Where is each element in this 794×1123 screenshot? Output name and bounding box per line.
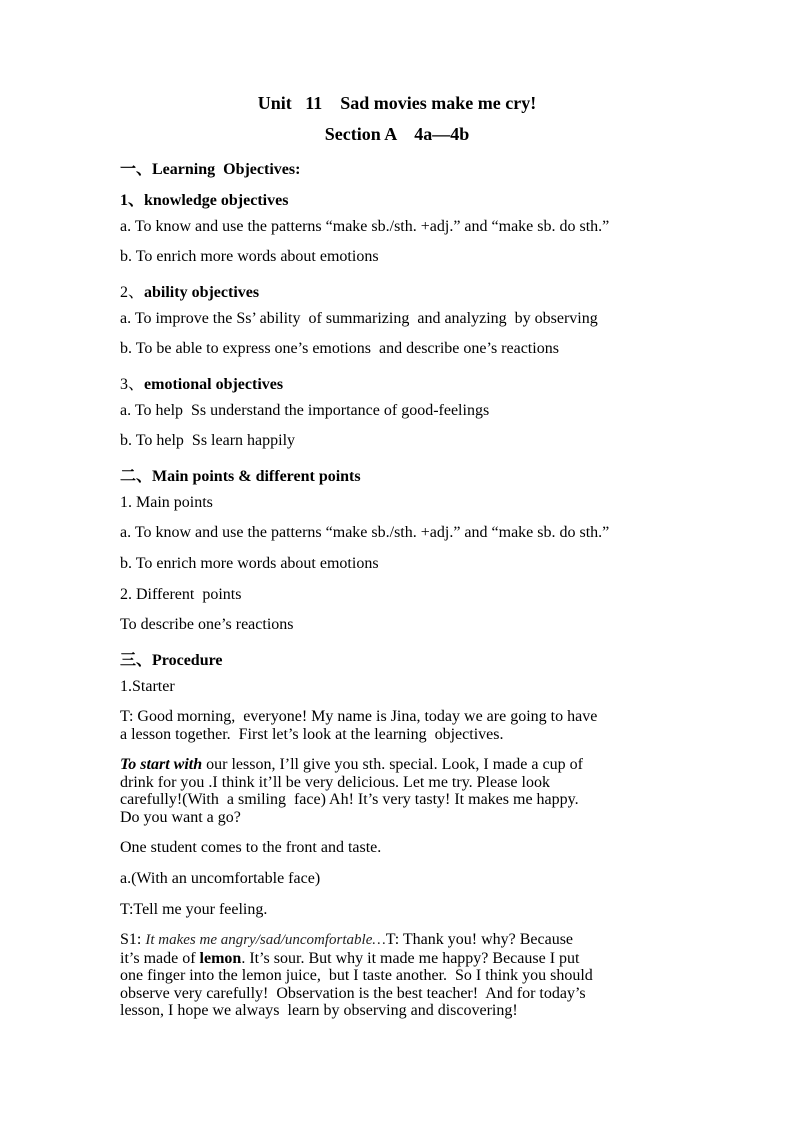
ability-label: ability objectives: [144, 284, 260, 301]
ability-objective-b: b. To be able to express one’s emotions and describe one’s reactions: [120, 340, 559, 357]
emotional-objective-b: b. To help Ss learn happily: [120, 432, 296, 449]
paragraph-line: T: Good morning, everyone! My name is Jina, today we are going to have: [120, 708, 598, 725]
starter-heading: 1.Starter: [120, 678, 175, 695]
uncomfortable-face-text: a.(With an uncomfortable face): [120, 870, 321, 887]
emotional-label: emotional objectives: [144, 376, 284, 393]
paragraph-line: drink for you .I think it’ll be very delicious. Let me try. Please look: [120, 773, 550, 791]
start-paragraph: [120, 756, 690, 826]
main-point-a: a. To know and use the patterns “make sb./sth. +adj.” and “make sb. do sth.”: [120, 524, 610, 541]
student-response: It makes me angry/sad/uncomfortable…: [145, 932, 386, 948]
paragraph-line: one finger into the lemon juice, but I taste another. So I think you should: [120, 967, 593, 984]
paragraph-line: a lesson together. First let’s look at the learning objectives.: [120, 725, 504, 743]
ability-objective-a: a. To improve the Ss’ ability of summarizing and analyzing by observing: [120, 310, 598, 327]
paragraph-line: observe very carefully! Observation is the best teacher! And for today’s: [120, 984, 586, 1002]
different-points-subheading: 2. Different points: [120, 586, 242, 603]
main-points-subheading: 1. Main points: [120, 494, 213, 511]
to-start-with-lead: To start with: [120, 756, 203, 773]
unit-title: Unit 11 Sad movies make me cry!: [257, 93, 537, 113]
tell-feeling-text: T:Tell me your feeling.: [120, 901, 268, 918]
learning-objectives-heading: 一、Learning Objectives:: [120, 161, 301, 178]
paragraph-text: . It’s sour. But why it made me happy? Because I put: [241, 949, 580, 967]
different-points-text: To describe one’s reactions: [120, 616, 294, 633]
greeting-paragraph: [120, 708, 690, 743]
dialogue-paragraph: [120, 931, 690, 1020]
paragraph-line: carefully!(With a smiling face) Ah! It’s very tasty! It makes me happy.: [120, 791, 579, 808]
main-point-b: b. To enrich more words about emotions: [120, 555, 379, 572]
speaker-label: S1:: [120, 931, 146, 948]
lemon-keyword: lemon: [199, 949, 242, 967]
knowledge-objectives-heading: 1、knowledge objectives: [120, 192, 289, 209]
paragraph-line: lesson, I hope we always learn by observing and discovering!: [120, 1002, 518, 1019]
emotional-number: 3、: [120, 376, 145, 393]
paragraph-line: [120, 756, 690, 774]
paragraph-line: Do you want a go?: [120, 808, 241, 826]
paragraph-line: [120, 931, 690, 950]
emotional-objective-a: a. To help Ss understand the importance of good-feelings: [120, 402, 490, 419]
section-title: Section A 4a—4b: [324, 124, 470, 144]
emotional-objectives-heading: [120, 371, 283, 394]
knowledge-objective-b: b. To enrich more words about emotions: [120, 248, 379, 265]
procedure-heading: 三、Procedure: [120, 652, 223, 669]
paragraph-text: it’s made of: [120, 949, 200, 967]
ability-number: 2、: [120, 284, 145, 301]
student-action-text: One student comes to the front and taste.: [120, 839, 382, 856]
main-points-heading: 二、Main points & different points: [120, 468, 361, 485]
ability-objectives-heading: [120, 279, 259, 302]
paragraph-text: our lesson, I’ll give you sth. special. Look, I made a cup of: [202, 756, 583, 773]
knowledge-objective-a: a. To know and use the patterns “make sb./sth. +adj.” and “make sb. do sth.”: [120, 218, 610, 235]
paragraph-line: [120, 950, 690, 968]
teacher-response: T: Thank you! why? Because: [385, 931, 574, 948]
